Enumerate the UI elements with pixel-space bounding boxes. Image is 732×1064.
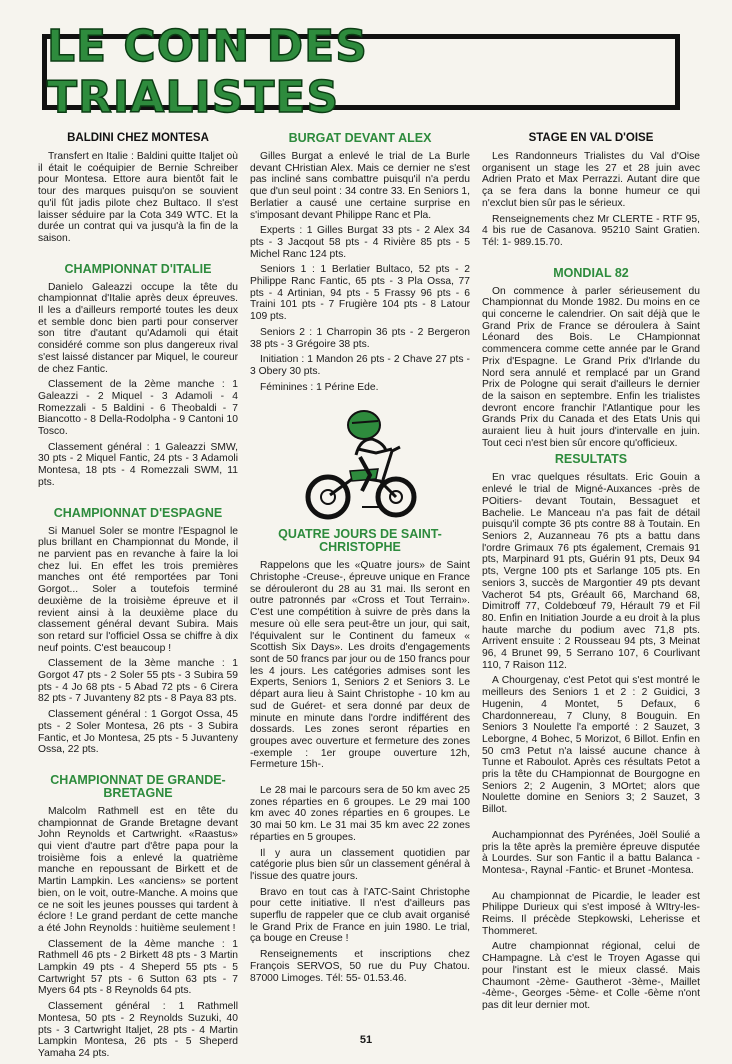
paragraph: A Chourgenay, c'est Petot qui s'est montré le meilleurs des Seniors 1 et 2 : 2 Guidici, 3 Hugenin, 4 Montet, 5 Defaux, 6 Chardonnereau, 7 Cluny, 8 Bouguin. En Seniors 3 Noulette l'a emporté : 2 Sauzet, 3 Leborgne, 4 Bohec, 5 Morizot, 6 Billot. Enfin en 50 cm3 Petut n'a laissé aucune chance à Tunne et Raboulot. Après ces résultats Petot a pris la tête du CHampionnat de Bourgogne en Seniors 2; 2 Augenin, 3 MOrtet; alors que Noulette domine en Seniors 3; 2 Sauzet, 3 Billot.: [482, 675, 700, 816]
heading-baldini: BALDINI CHEZ MONTESA: [67, 132, 209, 144]
paragraph: Renseignements chez Mr CLERTE - RTF 95, 4 bis rue de Casanova. 95210 Saint Gratien. Tél: 1- 989.15.70.: [482, 213, 700, 248]
heading-italie: CHAMPIONNAT D'ITALIE: [64, 261, 212, 276]
paragraph: Transfert en Italie : Baldini quitte Italjet où il était le coéquipier de Bernie Schreiber pour Montesa. Ettore aura bientôt fait le tour des marques puisqu'on se souvient qu'il fût jadis pilote chez Bultaco. Il s'est laisser séduire par la Cota 349 WTC. Et la durée un contrat qui va jusqu'à la fin de la saison.: [38, 151, 238, 244]
paragraph: On commence à parler sérieusement du Championnat du Monde 1982. Du moins en ce qui concerne le calendrier. On sait déjà que le Grand Prix de France se déroulera à Saint Léonard des Bois. Le CHampionnat commencera comme cette année par le Grand Prix d'Espagne. Le Grand Prix d'Irlande du Nord sera annulé et remplacé par un Grand Prix de Pologne qui serait d'ailleurs le dernier de la saison en septembre. Enfin les trialistes devront encore franchir l'Atlantique pour les Grands Prix du Canada et des Etats Unis qui auraient lieu à huit jours d'intervalle en juin. Tout ceci n'est bien sûr encore qu'officieux.: [482, 285, 700, 449]
heading-val-doise: STAGE EN VAL D'OISE: [528, 132, 654, 144]
paragraph: Renseignements et inscriptions chez François SERVOS, 50 rue du Puy Chatou. 87000 Limoges. Tél: 55- 01.53.46.: [250, 949, 470, 984]
paragraph: Auchampionnat des Pyrénées, Joël Soulié a pris la tête après la première épreuve disputée à Lourdes. Sur son Fantic il a battu Balanca -Montesa-, Raynal -Fantic- et Brunet -Montesa.: [482, 829, 700, 876]
heading-espagne: CHAMPIONNAT D'ESPAGNE: [53, 505, 223, 520]
heading-mondial-82: MONDIAL 82: [553, 265, 629, 280]
heading-quatre-jours: QUATRE JOURS DE SAINT-CHRISTOPHE: [278, 527, 442, 555]
paragraph: Classement de la 2ème manche : 1 Galeazzi - 2 Miquel - 3 Adamoli - 4 Romezzali - 5 Baldini - 6 Theobaldi - 7 Biancotto - 8 Della-Rodolpha - 9 Cantoni 10 Tosco.: [38, 379, 238, 438]
page-banner: [42, 21, 680, 123]
paragraph: Classement général : 1 Gorgot Ossa, 45 pts - 2 Soler Montesa, 26 pts - 3 Subira Fantic, et Jo Montesa, 25 pts - 5 Juvanteny Ossa, 22 pts.: [38, 709, 238, 756]
column-3: [482, 128, 700, 1016]
paragraph: Bravo en tout cas à l'ATC-Saint Christophe pour cette initiative. Il n'est d'ailleurs pas superflu de rappeler que ce club avait organisé le Grand Prix de France en juin 1980. Le trial, ça bouge en Creuse !: [250, 886, 470, 945]
paragraph: Danielo Galeazzi occupe la tête du championnat d'Italie après deux épreuves. Il les a d'ailleurs remporté toutes les deux et semble donc bien parti pour conserver son titre d'autant qu'Adamoli qui était considéré comme son plus dangereux rival s'est laissé distancer par Miquel, le coureur de chez Fantic.: [38, 281, 238, 375]
heading-resultats: RESULTATS: [554, 452, 628, 467]
paragraph: Le 28 mai le parcours sera de 50 km avec 25 zones réparties en 6 groupes. Le 29 mai 100 km avec 40 zones réparties en 6 groupes. Le 30 mai 50 km. Le 31 mai 35 km avec 22 zones réparties en 5 groupes.: [250, 785, 470, 843]
paragraph: Autre championnat régional, celui de CHampagne. Là c'est le Troyen Agasse qui pour l'instant est le mieux classé. Mais Chaumont -2ème- Gautherot -3ème-, Maillet -4ème-, Georges -5ème- et Colle -6ème n'ont pas dit leur dernier mot.: [482, 941, 700, 1011]
paragraph: Rappelons que les «Quatre jours» de Saint Christophe -Creuse-, épreuve unique en France se dérouleront du 28 au 31 mai. Ils seront en outre patronnés par «Cross et Tout Terrain». C'est une compétition à suivre de près dans la mesure où elle sera peut-être un jour, qui sait, l'équivalent sur le Continent du fameux « Scottish Six Days». Les droits d'engagements sont de 50 francs par jour ou de 150 francs pour les 4 jours. Les catégories admises sont les Experts, Seniors 1, Seniors 2 et Seniors 3. Le départ aura lieu à Saint Christophe - 10 km au sud de Guéret- et sera donné par deux de minute en minute dans l'ordre indifférent des dossards. Les zones seront réparties en groupes avec ouverture et fermeture des zones -exemple : 1er groupe ouverture 12h, Fermeture 15h-.: [250, 560, 470, 771]
page-number: 51: [359, 1034, 373, 1046]
paragraph: Experts : 1 Gilles Burgat 33 pts - 2 Alex 34 pts - 3 Jacqout 58 pts - 4 Rivière 85 pts - 5 Michel Ranc 124 pts.: [250, 225, 470, 260]
paragraph: Classement général : 1 Galeazzi SMW, 30 pts - 2 Miquel Fantic, 24 pts - 3 Adamoli Montesa, 18 pts - 4 Romezzali SWM, 11 pts.: [38, 441, 238, 488]
paragraph: Seniors 2 : 1 Charropin 36 pts - 2 Bergeron 38 pts - 3 Grégoire 38 pts.: [250, 326, 470, 350]
heading-grande-bretagne: CHAMPIONNAT DE GRANDE-BRETAGNE: [50, 772, 226, 800]
paragraph: Classement général : 1 Rathmell Montesa, 50 pts - 2 Reynolds Suzuki, 40 pts - 3 Cartwright Italjet, 28 pts - 4 Martin Lampkin Montesa, 26 pts - 5 Sheperd Yamaha 24 pts.: [38, 1001, 238, 1059]
paragraph: En vrac quelques résultats. Eric Gouin a enlevé le trial de Migné-Auxances -près de POitiers- devant Toutain, Bessaguet et Bachelie. Le Manceau n'a pas fait de détail puisqu'il compte 36 pts contre 88 à Toutain. En Seniors 2, Auzanneau 76 pts a battu dans l'ordre Grimaux 76 pts également, Cremais 91 pts, Marpinard 91 pts, Guérin 91 pts, Deux 94 pts, Vergne 100 pts et Sarlange 105 pts. En seniors 3, succès de Margontier 49 pts devant Vacherot 54 pts, Gréault 66, Marchand 68, Dimitroff 77, Coldebœuf 79, Hérault 79 et Fil 80. Enfin en Initiation Jourde a eu droit à la plus haute marche du podium avec 71,8 pts. Arrivent ensuite : 2 Rousseau 94 pts, 3 Meinat 96, 4 Brunet 99, 5 Serrano 107, 6 Courlivant 110, 7 Raison 112.: [482, 472, 700, 671]
trial-rider-illustration: [300, 399, 420, 524]
heading-burgat: BURGAT DEVANT ALEX: [288, 131, 432, 145]
paragraph: Initiation : 1 Mandon 26 pts - 2 Chave 27 pts - 3 Obery 30 pts.: [250, 354, 470, 377]
paragraph: Les Randonneurs Trialistes du Val d'Oise organisent un stage les 27 et 28 juin avec Adrien Prato et Max Perrazzi. Autant dire que ça se fera dans la bonne humeur ce qui n'exclut bien sûr pas le sérieux.: [482, 151, 700, 209]
paragraph: Si Manuel Soler se montre l'Espagnol le plus brillant en Championnat du Monde, il ne parvient pas en revanche à faire la loi chez lui. En effet les trois premières manches ont été remportées par Toni Gorgot... Soler a toutefois terminé deuxième de la troisième épreuve et il revient ainsi à la deuxième place du classement général devant Subira. Mais son retard sur l'officiel Ossa se chiffre à dix neuf points. C'est beaucoup !: [38, 525, 238, 654]
paragraph: Classement de la 4ème manche : 1 Rathmell 46 pts - 2 Birkett 48 pts - 3 Martin Lampkin 49 pts - 4 Sheperd 55 pts - 5 Cartwright 57 pts - 6 Sutton 63 pts - 7 Myers 64 pts - 8 Reynolds 64 pts.: [38, 938, 238, 997]
paragraph: Classement de la 3ème manche : 1 Gorgot 47 pts - 2 Soler 55 pts - 3 Subira 59 pts - 4 Jo 68 pts - 5 Abad 72 pts - 6 Cirera 82 pts - 7 Juvanteny 82 pts - 8 Paya 83 pts.: [38, 658, 238, 705]
column-1: [38, 128, 238, 1064]
paragraph: Au championnat de Picardie, le leader est Philippe Durieux qui s'est imposé à WItry-les-Reims. Il précède Stepkowski, Leherisse et Thommeret.: [482, 890, 700, 937]
paragraph: Seniors 1 : 1 Berlatier Bultaco, 52 pts - 2 Philippe Ranc Fantic, 65 pts - 3 Pla Ossa, 77 pts - 4 Artinian, 94 pts - 5 Frassy 96 pts - 6 Traini 101 pts - 7 Frugière 104 pts - 8 Latour 109 pts.: [250, 264, 470, 323]
column-2: [250, 128, 470, 988]
paragraph: Gilles Burgat a enlevé le trial de La Burle devant CHristian Alex. Mais ce dernier ne s'est pas incliné sans combattre puisqu'il n'a perdu que d'un seul point : 34 contre 33. En Seniors 1, Berlatier a causé une certaine surprise en s'imposant devant Philippe Ranc et Pla.: [250, 151, 470, 221]
page-title: LE COIN DES TRIALISTES: [47, 21, 368, 123]
paragraph: Il y aura un classement quotidien par catégorie plus bien sûr un classement général à l'issue des quatre jours.: [250, 847, 470, 882]
paragraph: Malcolm Rathmell est en tête du championnat de Grande Bretagne devant John Reynolds et Cartwright. «Raastus» qui vient d'autre part d'être papa pour la troisième fois a enlevé la quatrième manche en repoussant de Birkett et de Martin Lampkin. Les «anciens» se portent bien, on le voit, outre-Manche. A moins que ce ne soit les jeunes pousses qui tardent à éclore ! Le grand perdant de cette manche a été John Reynolds : huitième seulement !: [38, 805, 238, 934]
paragraph: Féminines : 1 Périne Ede.: [260, 381, 379, 393]
